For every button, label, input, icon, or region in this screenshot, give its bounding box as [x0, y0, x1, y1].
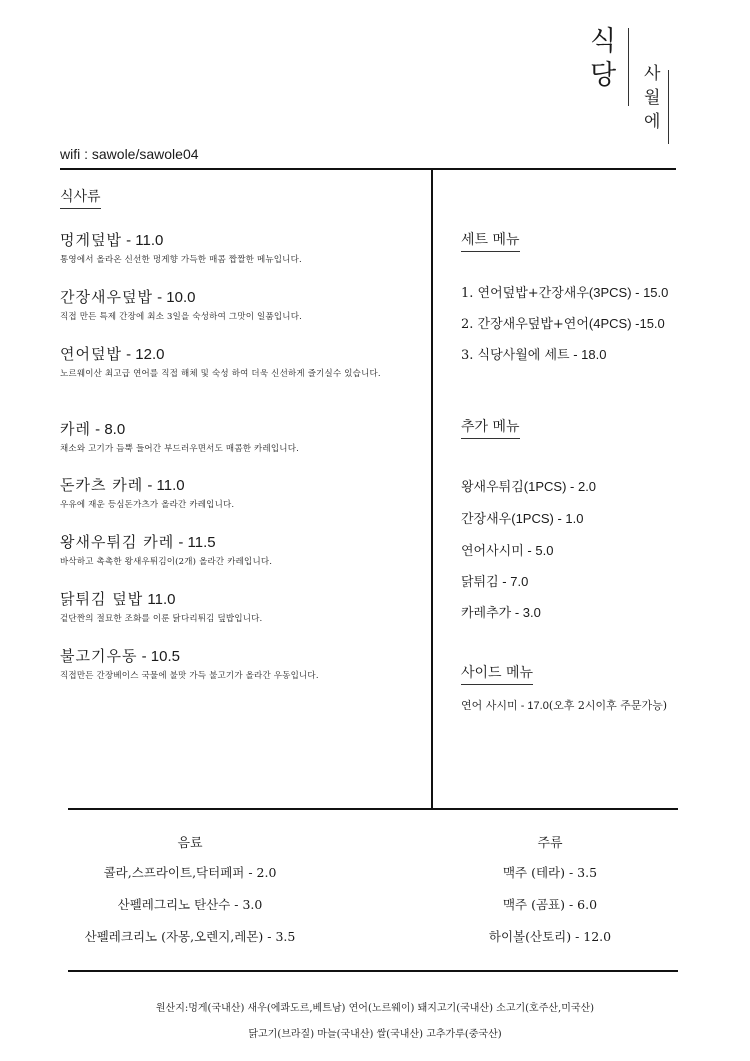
origin-line-1: 원산지:멍게(국내산) 새우(에콰도르,베트남) 연어(노르웨이) 돼지고기(국내산) 소고기(호주산,미국산) [155, 1003, 595, 1014]
origin-line-2: 닭고기(브라질) 마늘(국내산) 쌀(국내산) 고추가루(중국산) [248, 1029, 502, 1040]
item-name: 멍게덮밥 [60, 231, 122, 249]
set-item-detail: (4PCS) -15.0 [588, 316, 665, 331]
extra-item-detail: - 5.0 [523, 543, 554, 558]
extra-item-name: 왕새우튀김 [461, 480, 524, 495]
alcohol-item: 하이볼(산토리) - 12.0 [488, 929, 612, 944]
set-item-detail: (3PCS) - 15.0 [588, 285, 669, 300]
logo-divider-2 [668, 70, 669, 144]
item-name: 연어덮밥 [60, 345, 122, 363]
side-item-note: (오후 2시이후 주문가능) [548, 699, 668, 712]
set-menu-item [461, 282, 668, 301]
drink-item: 산펠레그리노 탄산수 - 3.0 [117, 897, 263, 912]
set-item-detail: - 18.0 [569, 347, 607, 362]
restaurant-logo [588, 22, 678, 152]
set-menu-item [461, 344, 606, 363]
menu-item [60, 343, 400, 381]
item-description: 바삭하고 촉촉한 왕새우튀김이(2개) 올라간 카레입니다. [60, 557, 273, 567]
item-price: - 8.0 [90, 421, 126, 438]
menu-item [60, 531, 420, 569]
extra-item-name: 닭튀김 [461, 575, 499, 590]
side-menu-section-title [461, 662, 533, 685]
item-price: - 10.5 [137, 648, 180, 665]
extra-menu-section-title [461, 416, 520, 439]
item-description: 직접만든 간장베이스 국물에 불맛 가득 불고기가 올라간 우동입니다. [60, 671, 319, 681]
menu-item [60, 418, 420, 456]
logo-big-char-1: 식 [590, 26, 618, 57]
item-name: 닭튀김 덮밥 [60, 590, 144, 608]
set-item-name: 3. 식당사월에 세트 [461, 348, 570, 363]
item-description: 노르웨이산 최고급 연어를 직접 해체 및 숙성 하여 더욱 신선하게 즐기실수 있습니다. [60, 369, 381, 379]
extra-menu-item [461, 476, 596, 495]
logo-big-char-2: 당 [590, 60, 618, 91]
set-menu-title: 세트 메뉴 [461, 229, 520, 252]
wifi-info: wifi : sawole/sawole04 [60, 146, 199, 162]
item-price: 11.0 [143, 591, 176, 608]
extra-item-name: 간장새우 [461, 512, 512, 527]
alcohol-column [460, 832, 640, 945]
item-name: 카레 [60, 420, 91, 438]
item-name: 불고기우동 [60, 647, 138, 665]
extra-item-name: 연어사시미 [461, 544, 524, 559]
item-description: 직접 만든 특제 간장에 최소 3일을 숙성하여 그맛이 일품입니다. [60, 312, 303, 322]
drinks-title: 음료 [177, 836, 203, 851]
alcohol-item: 맥주 (테라) - 3.5 [502, 865, 598, 880]
bottom-divider [68, 970, 678, 972]
item-description: 채소와 고기가 듬뿍 들어간 부드러우면서도 매콤한 카레입니다. [60, 444, 300, 454]
meals-title: 식사류 [60, 186, 101, 209]
drink-item: 산펠레크리노 (자몽,오렌지,레몬) - 3.5 [84, 929, 296, 944]
set-item-name: 2. 간장새우덮밥+연어 [461, 317, 589, 332]
logo-small-char-2: 월 [644, 88, 661, 108]
extra-menu-item [461, 508, 583, 527]
item-price: - 11.0 [143, 477, 185, 494]
item-description: 겉단짠의 절묘한 조화를 이룬 닭다리튀김 덮밥입니다. [60, 614, 263, 624]
extra-menu-title: 추가 메뉴 [461, 416, 520, 439]
extra-item-detail: - 7.0 [498, 574, 529, 589]
column-divider [431, 169, 433, 809]
drinks-column [50, 832, 330, 945]
side-menu-item [461, 697, 667, 713]
set-menu-section-title [461, 229, 520, 252]
extra-item-detail: (1PCS) - 1.0 [511, 511, 584, 526]
set-item-name: 1. 연어덮밥+간장새우 [461, 286, 589, 301]
item-description: 우유에 재운 등심돈가츠가 올라간 카레입니다. [60, 500, 235, 510]
item-price: - 11.5 [174, 534, 216, 551]
middle-divider [68, 808, 678, 810]
extra-item-detail: - 3.0 [511, 605, 541, 620]
extra-menu-item [461, 540, 553, 559]
extra-menu-item [461, 571, 528, 590]
logo-divider [628, 28, 629, 106]
alcohol-title: 주류 [537, 836, 563, 851]
item-price: - 11.0 [121, 232, 164, 249]
extra-menu-item [461, 602, 541, 621]
side-item-price: - 17.0 [517, 700, 549, 712]
side-item-name: 연어 사시미 [461, 699, 518, 712]
side-menu-title: 사이드 메뉴 [461, 662, 533, 685]
item-price: - 10.0 [152, 289, 196, 306]
item-price: - 12.0 [121, 346, 165, 363]
logo-small-char-1: 사 [644, 64, 661, 84]
item-name: 왕새우튀김 카레 [60, 533, 175, 551]
item-name: 간장새우덮밥 [60, 288, 153, 306]
top-divider [60, 168, 676, 170]
item-name: 돈카츠 카레 [60, 476, 144, 494]
extra-item-name: 카레추가 [461, 606, 512, 621]
set-menu-item [461, 313, 665, 332]
menu-item [60, 474, 420, 512]
item-description: 통영에서 올라온 신선한 멍게향 가득한 매콤 짭짤한 메뉴입니다. [60, 255, 302, 265]
menu-item [60, 286, 420, 324]
menu-item [60, 229, 420, 267]
meals-section-title [60, 186, 101, 209]
extra-item-detail: (1PCS) - 2.0 [523, 479, 597, 494]
menu-item [60, 588, 420, 626]
drink-item: 콜라,스프라이트,닥터페퍼 - 2.0 [103, 865, 277, 880]
alcohol-item: 맥주 (곰표) - 6.0 [502, 897, 598, 912]
logo-small-char-3: 에 [644, 112, 661, 132]
menu-item [60, 645, 420, 683]
